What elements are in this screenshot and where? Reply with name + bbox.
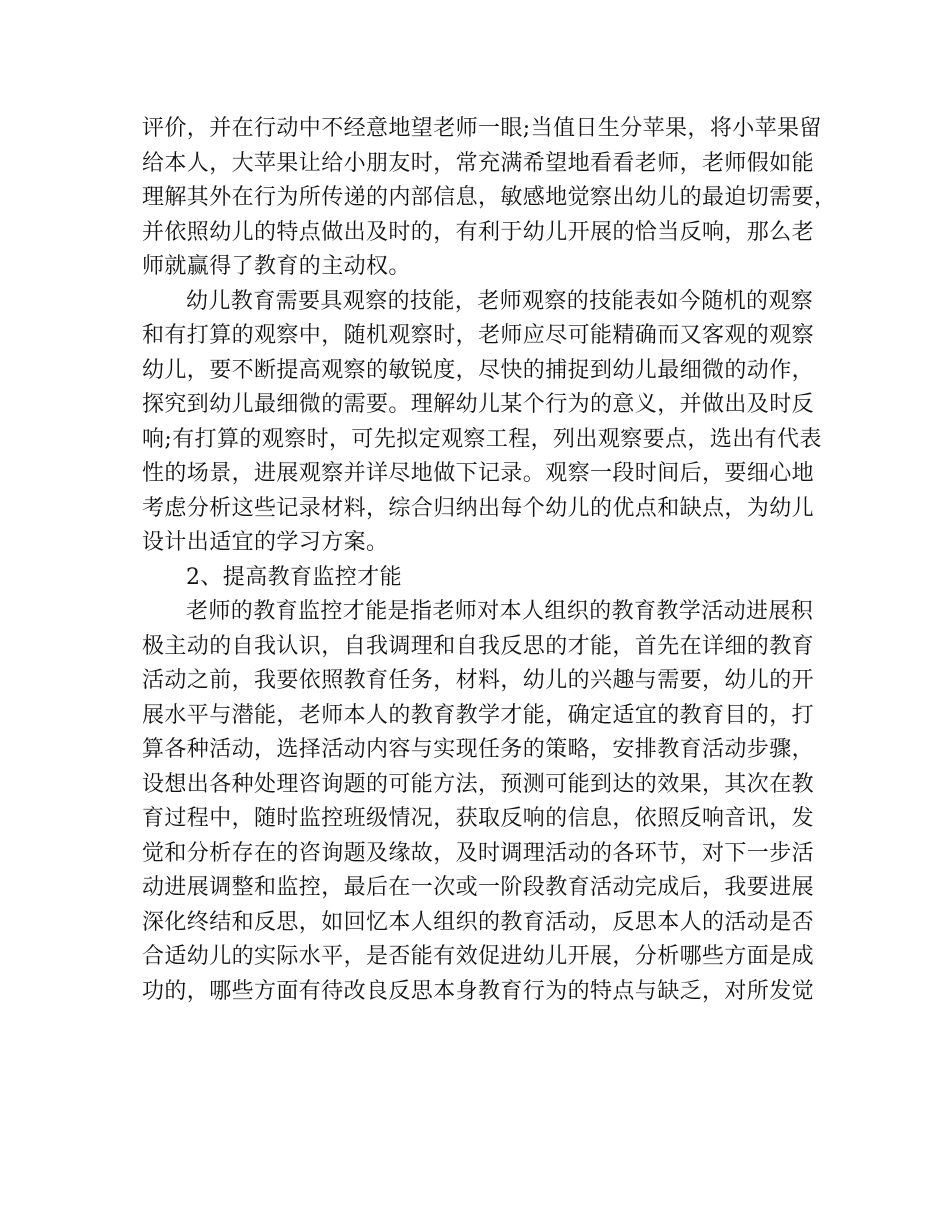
text-line: 探究到幼儿最细微的需要。理解幼儿某个行为的意义，并做出及时反 xyxy=(142,392,815,417)
text-line: 功的，哪些方面有待改良反思本身教育行为的特点与缺乏，对所发觉 xyxy=(142,978,815,1004)
text-line: 和有打算的观察中，随机观察时，老师应尽可能精确而又客观的观察 xyxy=(142,323,815,348)
text-line: 动进展调整和监控，最后在一次或一阶段教育活动完成后，我要进展 xyxy=(142,875,815,900)
paragraph-start-line: 幼儿教育需要具观察的技能，老师观察的技能表如今随机的观察 xyxy=(186,288,814,314)
text-line: 考虑分析这些记录材料，综合归纳出每个幼儿的优点和缺点，为幼儿 xyxy=(142,495,815,521)
text-line: 育过程中，随时监控班级情况，获取反响的信息，依照反响音讯，发 xyxy=(142,806,815,831)
text-line: 算各种活动，选择活动内容与实现任务的策略，安排教育活动步骤， xyxy=(142,737,815,762)
text-line: 设计出适宜的学习方案。 xyxy=(142,530,389,555)
text-line: 设想出各种处理咨询题的可能方法，预测可能到达的效果，其次在教 xyxy=(142,771,815,797)
text-line: 性的场景，进展观察并详尽地做下记录。观察一段时间后，要细心地 xyxy=(142,461,815,486)
text-line: 觉和分析存在的咨询题及缘故，及时调理活动的各环节，对下一步活 xyxy=(142,840,815,866)
paragraph-start-line: 老师的教育监控才能是指老师对本人组织的教育教学活动进展积 xyxy=(186,599,814,624)
section-heading: 2、提高教育监控才能 xyxy=(186,564,402,590)
text-line: 理解其外在行为所传递的内部信息，敏感地觉察出幼儿的最迫切需要， xyxy=(142,185,837,210)
body-text xyxy=(142,112,837,1009)
text-line: 响;有打算的观察时，可先拟定观察工程，列出观察要点，选出有代表 xyxy=(142,426,822,452)
text-line: 合适幼儿的实际水平，是否能有效促进幼儿开展，分析哪些方面是成 xyxy=(142,944,815,969)
text-line: 极主动的自我认识，自我调理和自我反思的才能，首先在详细的教育 xyxy=(142,633,815,659)
text-line: 活动之前，我要依照教育任务，材料，幼儿的兴趣与需要，幼儿的开 xyxy=(142,668,815,693)
text-line: 幼儿，要不断提高观察的敏锐度，尽快的捕捉到幼儿最细微的动作， xyxy=(142,357,815,383)
text-line: 深化终结和反思，如回忆本人组织的教育活动，反思本人的活动是否 xyxy=(142,909,815,935)
text-line: 给本人，大苹果让给小朋友时，常充满希望地看看老师，老师假如能 xyxy=(142,150,815,176)
text-line: 师就赢得了教育的主动权。 xyxy=(142,254,411,279)
text-line: 评价，并在行动中不经意地望老师一眼;当值日生分苹果，将小苹果留 xyxy=(142,116,822,141)
text-line: 并依照幼儿的特点做出及时的，有利于幼儿开展的恰当反响，那么老 xyxy=(142,219,815,245)
text-line: 展水平与潜能，老师本人的教育教学才能，确定适宜的教育目的，打 xyxy=(142,702,815,728)
